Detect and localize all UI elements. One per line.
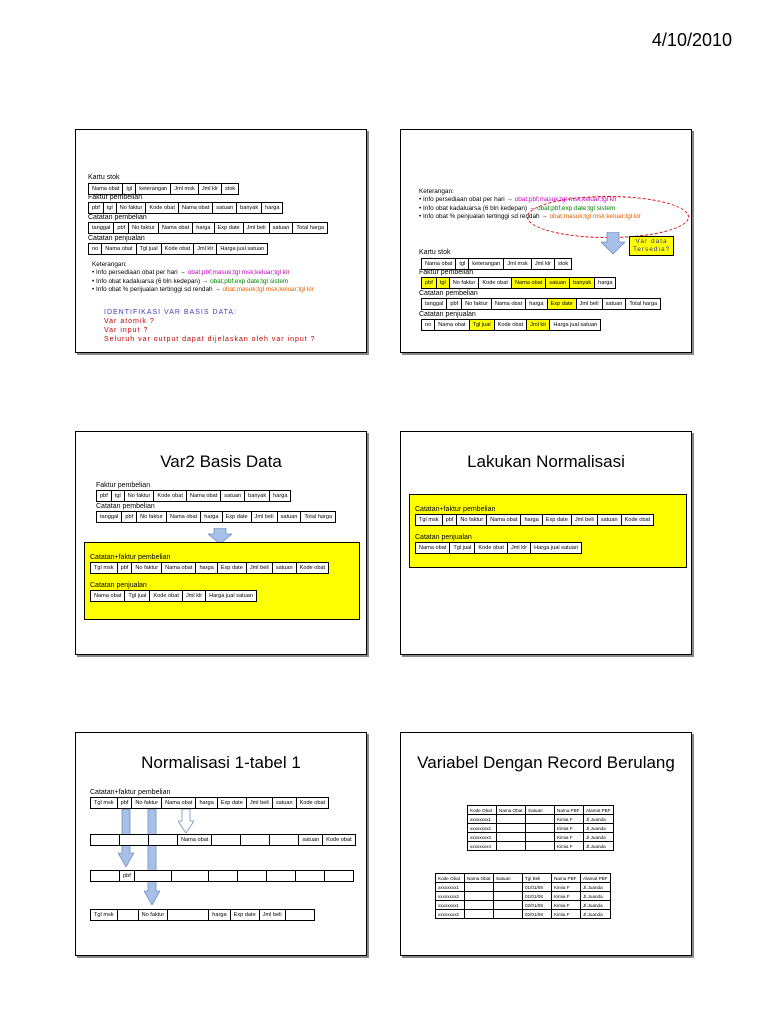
field-cell: pbf	[442, 514, 458, 526]
slide-title: Normalisasi 1-tabel 1	[141, 753, 301, 772]
field-cell: satuan	[597, 514, 622, 526]
field-cell: No faktur	[449, 277, 480, 289]
field-cell: Nama obat	[161, 797, 196, 809]
table-header-cell: Nama PBF	[555, 806, 584, 815]
field-cell: harga	[520, 514, 542, 526]
faktur-label: Faktur pembelian	[88, 194, 143, 201]
table-header-cell: Kode Obat	[436, 874, 465, 883]
field-cell: satuan	[272, 797, 297, 809]
faktur-row	[96, 490, 290, 502]
field-cell: stok	[554, 258, 572, 270]
table-row	[468, 842, 614, 851]
field-cell: Exp date	[542, 514, 572, 526]
field-cell: Jml msk	[170, 183, 199, 195]
keterangan-label: Keterangan:	[419, 188, 454, 195]
table-cell	[465, 892, 494, 901]
catatan-penjualan-label: Catatan penjualan	[419, 311, 476, 318]
field-cell: no	[88, 243, 102, 255]
cell-blank	[208, 870, 238, 882]
table-cell: 01/01/08	[523, 892, 552, 901]
field-cell: harga	[269, 490, 291, 502]
field-cell: Nama obat	[511, 277, 546, 289]
table-header-row	[468, 806, 614, 815]
cell-blank	[119, 834, 149, 846]
field-cell: No faktur	[128, 222, 159, 234]
table-cell	[494, 901, 523, 910]
keterangan-label: Keterangan:	[92, 261, 127, 268]
field-cell: pbf	[117, 797, 133, 809]
table-cell: Kimia F	[555, 824, 584, 833]
slide-2	[400, 129, 692, 353]
field-cell: harga	[594, 277, 616, 289]
cell-satuan: satuan	[298, 834, 323, 846]
table-cell	[497, 833, 526, 842]
field-cell: Jml klr	[507, 542, 531, 554]
table-cell	[494, 910, 523, 919]
field-cell: harga	[261, 202, 283, 214]
field-cell: Nama obat	[178, 202, 213, 214]
row-nama-obat	[90, 834, 355, 846]
catatan-penjualan-row	[421, 319, 600, 331]
catatan-penjualan-row	[88, 243, 267, 255]
field-cell: tgl	[111, 490, 125, 502]
field-cell: No faktur	[131, 562, 162, 574]
table-row	[436, 901, 611, 910]
field-cell: No faktur	[456, 514, 487, 526]
field-cell: tgl	[436, 277, 450, 289]
identifikasi-block	[104, 308, 316, 344]
table-cell: Jl.Juanda	[584, 824, 614, 833]
cell-exp-date: Exp date	[230, 909, 260, 921]
field-cell: Exp date	[222, 511, 252, 523]
table-cell	[494, 883, 523, 892]
field-cell: Nama obat	[166, 511, 201, 523]
field-cell: pbf	[113, 222, 129, 234]
table-row	[436, 883, 611, 892]
field-cell: Nama obat	[486, 514, 521, 526]
penjualan-label: Catatan penjualan	[415, 534, 472, 541]
field-cell: harga	[200, 511, 222, 523]
table-cell: Jl.Juanda	[584, 815, 614, 824]
table-cell: xxxxxxxx1	[436, 901, 465, 910]
kartu-stok-label: Kartu stok	[88, 174, 120, 181]
field-cell: Kode obat	[494, 319, 528, 331]
field-cell: Nama obat	[158, 222, 193, 234]
field-cell: tanggal	[88, 222, 114, 234]
field-cell: Jml klr	[182, 590, 206, 602]
slide-title: Variabel Dengan Record Berulang	[417, 753, 675, 772]
field-cell: Harga jual satuan	[205, 590, 257, 602]
table-row	[468, 815, 614, 824]
field-cell: No faktur	[116, 202, 147, 214]
cell-blank	[240, 834, 270, 846]
slide-5	[75, 732, 367, 956]
table-cell: Jl.Juanda	[584, 842, 614, 851]
field-cell: Jml beli	[246, 797, 273, 809]
field-cell: satuan	[272, 562, 297, 574]
field-cell: Kode obat	[296, 797, 330, 809]
field-cell: banyak	[569, 277, 595, 289]
gabungan-row	[90, 797, 328, 809]
slide-title: Var2 Basis Data	[160, 452, 282, 471]
cell-nama-obat: Nama obat	[177, 834, 212, 846]
field-cell: banyak	[244, 490, 270, 502]
table-cell: Kimia F	[552, 901, 581, 910]
table-header-cell: Kode Obat	[468, 806, 497, 815]
catatan-pembelian-row	[421, 298, 660, 310]
gabungan-row	[415, 514, 653, 526]
cell-blank	[324, 870, 354, 882]
page-date: 4/10/2010	[651, 30, 732, 50]
cell-blank	[90, 834, 120, 846]
cell-kode-obat: Kode obat	[322, 834, 356, 846]
keterangan-2: • Info obat kadaluarsa (6 bln kedepan) → obat;pbf;exp date;tgl sistem	[92, 277, 289, 285]
table-cell: xxxxxxxx2	[436, 910, 465, 919]
identifikasi-q1: Var atomik ?	[104, 318, 155, 325]
field-cell: Tgl jual	[136, 243, 162, 255]
field-cell: satuan	[269, 222, 294, 234]
field-cell: No faktur	[124, 490, 155, 502]
gabungan-label: Catatan+faktur pembelian	[415, 506, 496, 513]
cell-blank	[285, 909, 315, 921]
field-cell: satuan	[220, 490, 245, 502]
field-cell: Total harga	[625, 298, 661, 310]
slide-title: Lakukan Normalisasi	[467, 452, 625, 471]
keterangan-1: • Info persediaan obat per hari → obat;pbf;masuk;tgl msk;keluar;tgl klr	[92, 269, 290, 277]
field-cell: Tgl msk	[90, 562, 118, 574]
table-cell: xxxxxxxx1	[468, 815, 497, 824]
field-cell: Nama obat	[491, 298, 526, 310]
keterangan-block	[92, 261, 314, 295]
field-cell: Jml klr	[198, 183, 222, 195]
field-cell: Jml beli	[251, 511, 278, 523]
field-cell: satuan	[212, 202, 237, 214]
table-row	[436, 910, 611, 919]
field-cell: Kode obat	[296, 562, 330, 574]
field-cell: Jml klr	[531, 258, 555, 270]
field-cell: tgl	[455, 258, 469, 270]
field-cell: pbf	[88, 202, 104, 214]
gabungan-label: Catatan+faktur pembelian	[90, 554, 171, 561]
field-cell: harga	[195, 562, 217, 574]
field-cell: Nama obat	[161, 562, 196, 574]
table-header-cell: Tgl Beli	[523, 874, 552, 883]
field-cell: Nama obat	[186, 490, 221, 502]
table-cell: xxxxxxxx2	[468, 824, 497, 833]
table-cell: 01/01/08	[523, 883, 552, 892]
penjualan-label: Catatan penjualan	[90, 582, 147, 589]
table-header-cell: Alamat PBF	[584, 806, 614, 815]
field-cell: Kode obat	[474, 542, 508, 554]
field-cell: Exp date	[214, 222, 244, 234]
cell-blank	[171, 870, 209, 882]
table-cell: xxxxxxxx1	[436, 883, 465, 892]
field-cell: harga	[525, 298, 547, 310]
field-cell: Harga jual satuan	[530, 542, 582, 554]
field-cell: tanggal	[96, 511, 122, 523]
slide-1	[75, 129, 367, 353]
cell-blank	[211, 834, 241, 846]
field-cell: Kode obat	[149, 590, 183, 602]
cell-blank	[266, 870, 296, 882]
table-cell: xxxxxxxx4	[468, 842, 497, 851]
cell-blank	[167, 909, 209, 921]
field-cell: tanggal	[421, 298, 447, 310]
down-arrow-icon	[601, 232, 625, 254]
table-cell: Kimia F	[552, 892, 581, 901]
table-cell	[526, 815, 555, 824]
table-cell: Kimia F	[555, 815, 584, 824]
record-table-2	[435, 873, 611, 919]
table-row	[468, 824, 614, 833]
field-cell: Kode obat	[153, 490, 187, 502]
table-cell	[497, 842, 526, 851]
record-table-1-body	[468, 806, 614, 851]
field-cell: pbf	[96, 490, 112, 502]
catatan-row	[96, 511, 335, 523]
keterangan-3: • Info obat % penjualan tertinggi sd rendah → obat;masuk;tgl msk;keluar;tgl klr	[419, 213, 641, 221]
table-cell: Kimia F	[555, 833, 584, 842]
penjualan-row	[415, 542, 581, 554]
field-cell: tgl	[122, 183, 136, 195]
var-data-box	[629, 236, 674, 256]
kartu-stok-label: Kartu stok	[419, 249, 451, 256]
table-cell: Jl.Juanda	[581, 901, 611, 910]
table-row	[468, 833, 614, 842]
field-cell: harga	[195, 797, 217, 809]
field-cell: Jml msk	[503, 258, 532, 270]
field-cell: stok	[221, 183, 239, 195]
down-arrow-icon	[144, 809, 160, 905]
field-cell: pbf	[446, 298, 462, 310]
table-cell: Kimia F	[552, 910, 581, 919]
table-row	[436, 892, 611, 901]
tersedia-text: Tersedia?	[633, 246, 671, 253]
faktur-label: Faktur pembelian	[419, 269, 474, 276]
identifikasi-q2: Var input ?	[104, 327, 149, 334]
field-cell: satuan	[545, 277, 570, 289]
record-table-2-body	[436, 874, 611, 919]
field-cell: banyak	[236, 202, 262, 214]
field-cell: satuan	[277, 511, 302, 523]
field-cell: Jml beli	[246, 562, 273, 574]
field-cell: Jml beli	[576, 298, 603, 310]
field-cell: Total harga	[300, 511, 336, 523]
field-cell: Harga jual satuan	[216, 243, 268, 255]
table-header-cell: Nama Obat	[465, 874, 494, 883]
field-cell: No faktur	[136, 511, 167, 523]
faktur-label: Faktur pembelian	[96, 482, 151, 489]
cell-harga: harga	[208, 909, 230, 921]
faktur-row	[421, 277, 615, 289]
field-cell: Exp date	[547, 298, 577, 310]
field-cell: pbf	[121, 511, 137, 523]
field-cell: No faktur	[461, 298, 492, 310]
table-header-cell: Satuan	[526, 806, 555, 815]
table-header-cell: Alamat PBF	[581, 874, 611, 883]
table-header-cell: Nama PBF	[552, 874, 581, 883]
cell-blank	[90, 870, 120, 882]
field-cell: no	[421, 319, 435, 331]
slide-4	[400, 431, 692, 655]
table-cell: Jl.Juanda	[581, 883, 611, 892]
table-cell	[526, 824, 555, 833]
field-cell: keterangan	[135, 183, 171, 195]
cell-tgl-msk: Tgl msk	[90, 909, 118, 921]
cell-blank	[148, 834, 178, 846]
keterangan-2: • Info obat kadaluarsa (6 bln kedepan) → obat;pbf;exp date;tgl sistem	[419, 204, 616, 212]
down-arrow-icon	[178, 809, 194, 833]
field-cell: Harga jual satuan	[549, 319, 601, 331]
gabungan-label: Catatan+faktur pembelian	[90, 789, 171, 796]
field-cell: Nama obat	[90, 590, 125, 602]
table-cell: Kimia F	[555, 842, 584, 851]
field-cell: Total harga	[292, 222, 328, 234]
keterangan-3: • Info obat % penjualan tertinggi sd rendah → obat;masuk;tgl msk;keluar;tgl klr	[92, 286, 314, 294]
table-cell: 02/01/08	[523, 910, 552, 919]
slide-6	[400, 732, 692, 956]
cell-blank	[134, 870, 172, 882]
penjualan-row	[90, 590, 256, 602]
cell-blank	[269, 834, 299, 846]
keterangan-1: • Info persediaan obat per hari → obat;pbf;masuk;tgl msk;keluar;tgl klr	[419, 196, 617, 204]
row-tgl-msk	[90, 909, 314, 921]
field-cell: Tgl msk	[415, 514, 443, 526]
field-cell: Exp date	[217, 562, 247, 574]
table-cell	[465, 901, 494, 910]
field-cell: Tgl jual	[124, 590, 150, 602]
field-cell: Tgl msk	[90, 797, 118, 809]
field-cell: Kode obat	[478, 277, 512, 289]
keterangan-block	[419, 188, 641, 222]
catatan-pembelian-label: Catatan pembelian	[88, 214, 147, 221]
field-cell: Tgl jual	[449, 542, 475, 554]
table-cell	[497, 824, 526, 833]
field-cell: pbf	[421, 277, 437, 289]
cell-jml-beli: Jml beli	[259, 909, 286, 921]
table-cell: 02/01/08	[523, 901, 552, 910]
field-cell: Nama obat	[101, 243, 136, 255]
catatan-label: Catatan pembelian	[96, 503, 155, 510]
table-cell	[465, 910, 494, 919]
field-cell: Nama obat	[88, 183, 123, 195]
table-cell: Jl.Juanda	[581, 910, 611, 919]
field-cell: pbf	[117, 562, 133, 574]
field-cell: Kode obat	[145, 202, 179, 214]
table-header-cell: Nama Obat	[497, 806, 526, 815]
table-cell: xxxxxxxx2	[436, 892, 465, 901]
cell-blank	[295, 870, 325, 882]
catatan-pembelian-row	[88, 222, 327, 234]
table-cell	[526, 833, 555, 842]
slide-3	[75, 431, 367, 655]
table-header-row	[436, 874, 611, 883]
identifikasi-title: IDENTIFIKASI VAR BASIS DATA:	[104, 309, 238, 316]
field-cell: satuan	[602, 298, 627, 310]
var-data-text: Var data	[635, 238, 668, 245]
field-cell: No faktur	[131, 797, 162, 809]
table-cell: Jl.Juanda	[581, 892, 611, 901]
field-cell: harga	[192, 222, 214, 234]
catatan-penjualan-label: Catatan penjualan	[88, 235, 145, 242]
field-cell: Tgl jual	[469, 319, 495, 331]
table-cell	[465, 883, 494, 892]
row-pbf	[90, 870, 353, 882]
cell-pbf: pbf	[119, 870, 135, 882]
field-cell: Nama obat	[434, 319, 469, 331]
gabungan-row	[90, 562, 328, 574]
record-table-1	[467, 805, 614, 851]
field-cell: Nama obat	[415, 542, 450, 554]
field-cell: Nama obat	[421, 258, 456, 270]
field-cell: Kode obat	[161, 243, 195, 255]
faktur-row	[88, 202, 282, 214]
table-cell	[526, 842, 555, 851]
table-cell	[494, 892, 523, 901]
cell-blank	[117, 909, 139, 921]
table-cell: Jl.Juanda	[584, 833, 614, 842]
field-cell: Kode obat	[621, 514, 655, 526]
field-cell: Jml klr	[193, 243, 217, 255]
cell-no-faktur: No faktur	[138, 909, 169, 921]
field-cell: Jml beli	[243, 222, 270, 234]
field-cell: Jml klr	[526, 319, 550, 331]
identifikasi-q3: Seluruh var output dapat dijelaskan oleh var input ?	[104, 336, 316, 343]
catatan-pembelian-label: Catatan pembelian	[419, 290, 478, 297]
field-cell: keterangan	[468, 258, 504, 270]
table-cell: xxxxxxxx3	[468, 833, 497, 842]
table-cell: Kimia F	[552, 883, 581, 892]
field-cell: Exp date	[217, 797, 247, 809]
field-cell: Jml beli	[571, 514, 598, 526]
cell-blank	[237, 870, 267, 882]
field-cell: tgl	[103, 202, 117, 214]
table-header-cell: Satuan	[494, 874, 523, 883]
table-cell	[497, 815, 526, 824]
